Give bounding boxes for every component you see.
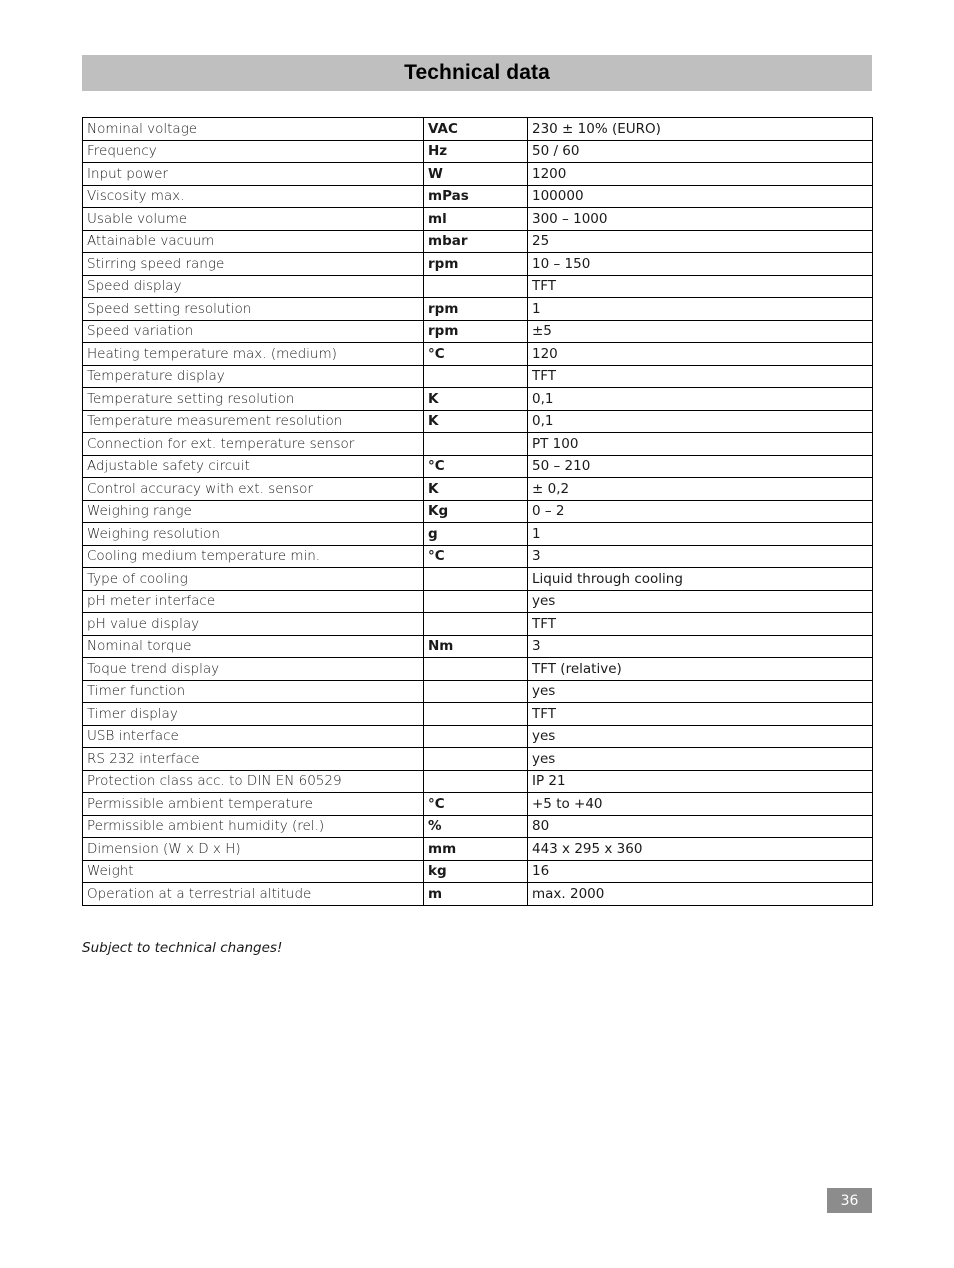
table-row	[83, 388, 873, 411]
table-row	[83, 410, 873, 433]
table-row	[83, 118, 873, 141]
val-cell: TFT	[528, 613, 873, 636]
param-cell: Timer display	[83, 703, 424, 726]
unit-cell: ml	[424, 208, 528, 231]
param-cell: Operation at a terrestrial altitude	[83, 883, 424, 906]
table-row	[83, 680, 873, 703]
val-cell: 3	[528, 635, 873, 658]
unit-cell: mPas	[424, 185, 528, 208]
table-row	[83, 748, 873, 771]
param-cell: Weighing range	[83, 500, 424, 523]
val-cell: 3	[528, 545, 873, 568]
table-row	[83, 523, 873, 546]
unit-cell: Nm	[424, 635, 528, 658]
unit-cell: °C	[424, 545, 528, 568]
val-cell: yes	[528, 748, 873, 771]
table-row	[83, 343, 873, 366]
unit-cell: g	[424, 523, 528, 546]
unit-cell: %	[424, 815, 528, 838]
table-row	[83, 613, 873, 636]
param-cell: USB interface	[83, 725, 424, 748]
param-cell: Speed setting resolution	[83, 298, 424, 321]
page-number: 36	[827, 1188, 872, 1213]
table-row	[83, 568, 873, 591]
unit-cell: Hz	[424, 140, 528, 163]
val-cell: 0,1	[528, 388, 873, 411]
table-row	[83, 793, 873, 816]
val-cell: 1200	[528, 163, 873, 186]
title-bar	[82, 55, 872, 91]
param-cell: Usable volume	[83, 208, 424, 231]
table-row	[83, 298, 873, 321]
param-cell: Timer function	[83, 680, 424, 703]
val-cell: TFT	[528, 365, 873, 388]
table-row	[83, 253, 873, 276]
val-cell: 50 – 210	[528, 455, 873, 478]
table-row	[83, 185, 873, 208]
param-cell: pH meter interface	[83, 590, 424, 613]
val-cell: TFT	[528, 703, 873, 726]
unit-cell	[424, 568, 528, 591]
val-cell: 10 – 150	[528, 253, 873, 276]
val-cell: 25	[528, 230, 873, 253]
param-cell: Cooling medium temperature min.	[83, 545, 424, 568]
param-cell: Toque trend display	[83, 658, 424, 681]
param-cell: Temperature measurement resolution	[83, 410, 424, 433]
unit-cell: K	[424, 388, 528, 411]
table-row	[83, 433, 873, 456]
val-cell: Liquid through cooling	[528, 568, 873, 591]
unit-cell: °C	[424, 343, 528, 366]
technical-data-table	[82, 117, 873, 906]
table-row	[83, 725, 873, 748]
val-cell: ±5	[528, 320, 873, 343]
unit-cell: rpm	[424, 298, 528, 321]
val-cell: 1	[528, 523, 873, 546]
unit-cell: rpm	[424, 253, 528, 276]
unit-cell: K	[424, 478, 528, 501]
val-cell: TFT (relative)	[528, 658, 873, 681]
val-cell: 0,1	[528, 410, 873, 433]
unit-cell: Kg	[424, 500, 528, 523]
param-cell: Weight	[83, 860, 424, 883]
table-row	[83, 815, 873, 838]
unit-cell	[424, 433, 528, 456]
param-cell: Nominal torque	[83, 635, 424, 658]
table-row	[83, 163, 873, 186]
unit-cell	[424, 748, 528, 771]
param-cell: pH value display	[83, 613, 424, 636]
unit-cell	[424, 365, 528, 388]
val-cell: PT 100	[528, 433, 873, 456]
table-row	[83, 208, 873, 231]
unit-cell	[424, 658, 528, 681]
unit-cell: m	[424, 883, 528, 906]
param-cell: Nominal voltage	[83, 118, 424, 141]
param-cell: Speed display	[83, 275, 424, 298]
technical-data-table-body	[83, 118, 873, 906]
val-cell: 120	[528, 343, 873, 366]
table-row	[83, 500, 873, 523]
table-row	[83, 770, 873, 793]
table-row	[83, 883, 873, 906]
param-cell: Temperature display	[83, 365, 424, 388]
unit-cell	[424, 590, 528, 613]
unit-cell	[424, 680, 528, 703]
table-row	[83, 635, 873, 658]
table-row	[83, 365, 873, 388]
unit-cell: kg	[424, 860, 528, 883]
val-cell: 100000	[528, 185, 873, 208]
table-row	[83, 478, 873, 501]
val-cell: 300 – 1000	[528, 208, 873, 231]
param-cell: Protection class acc. to DIN EN 60529	[83, 770, 424, 793]
table-row	[83, 455, 873, 478]
val-cell: yes	[528, 590, 873, 613]
val-cell: 80	[528, 815, 873, 838]
val-cell: yes	[528, 725, 873, 748]
unit-cell	[424, 703, 528, 726]
unit-cell: rpm	[424, 320, 528, 343]
val-cell: 1	[528, 298, 873, 321]
table-row	[83, 590, 873, 613]
param-cell: RS 232 interface	[83, 748, 424, 771]
param-cell: Frequency	[83, 140, 424, 163]
param-cell: Speed variation	[83, 320, 424, 343]
val-cell: yes	[528, 680, 873, 703]
unit-cell: °C	[424, 455, 528, 478]
val-cell: +5 to +40	[528, 793, 873, 816]
table-row	[83, 230, 873, 253]
val-cell: 230 ± 10% (EURO)	[528, 118, 873, 141]
unit-cell	[424, 770, 528, 793]
param-cell: Control accuracy with ext. sensor	[83, 478, 424, 501]
param-cell: Attainable vacuum	[83, 230, 424, 253]
unit-cell: VAC	[424, 118, 528, 141]
param-cell: Permissible ambient humidity (rel.)	[83, 815, 424, 838]
param-cell: Temperature setting resolution	[83, 388, 424, 411]
table-row	[83, 860, 873, 883]
param-cell: Viscosity max.	[83, 185, 424, 208]
val-cell: 0 – 2	[528, 500, 873, 523]
table-row	[83, 545, 873, 568]
param-cell: Permissible ambient temperature	[83, 793, 424, 816]
val-cell: 16	[528, 860, 873, 883]
unit-cell: K	[424, 410, 528, 433]
unit-cell	[424, 725, 528, 748]
val-cell: IP 21	[528, 770, 873, 793]
val-cell: max. 2000	[528, 883, 873, 906]
unit-cell: mm	[424, 838, 528, 861]
val-cell: 50 / 60	[528, 140, 873, 163]
unit-cell	[424, 275, 528, 298]
val-cell: ± 0,2	[528, 478, 873, 501]
unit-cell: mbar	[424, 230, 528, 253]
table-row	[83, 140, 873, 163]
table-row	[83, 703, 873, 726]
param-cell: Adjustable safety circuit	[83, 455, 424, 478]
unit-cell: W	[424, 163, 528, 186]
param-cell: Weighing resolution	[83, 523, 424, 546]
param-cell: Stirring speed range	[83, 253, 424, 276]
page-title: Technical data	[404, 61, 550, 84]
table-row	[83, 838, 873, 861]
val-cell: 443 x 295 x 360	[528, 838, 873, 861]
disclaimer-note: Subject to technical changes!	[82, 940, 283, 956]
table-row	[83, 320, 873, 343]
table-row	[83, 658, 873, 681]
param-cell: Dimension (W x D x H)	[83, 838, 424, 861]
param-cell: Connection for ext. temperature sensor	[83, 433, 424, 456]
param-cell: Type of cooling	[83, 568, 424, 591]
table-row	[83, 275, 873, 298]
val-cell: TFT	[528, 275, 873, 298]
param-cell: Heating temperature max. (medium)	[83, 343, 424, 366]
unit-cell	[424, 613, 528, 636]
unit-cell: °C	[424, 793, 528, 816]
param-cell: Input power	[83, 163, 424, 186]
